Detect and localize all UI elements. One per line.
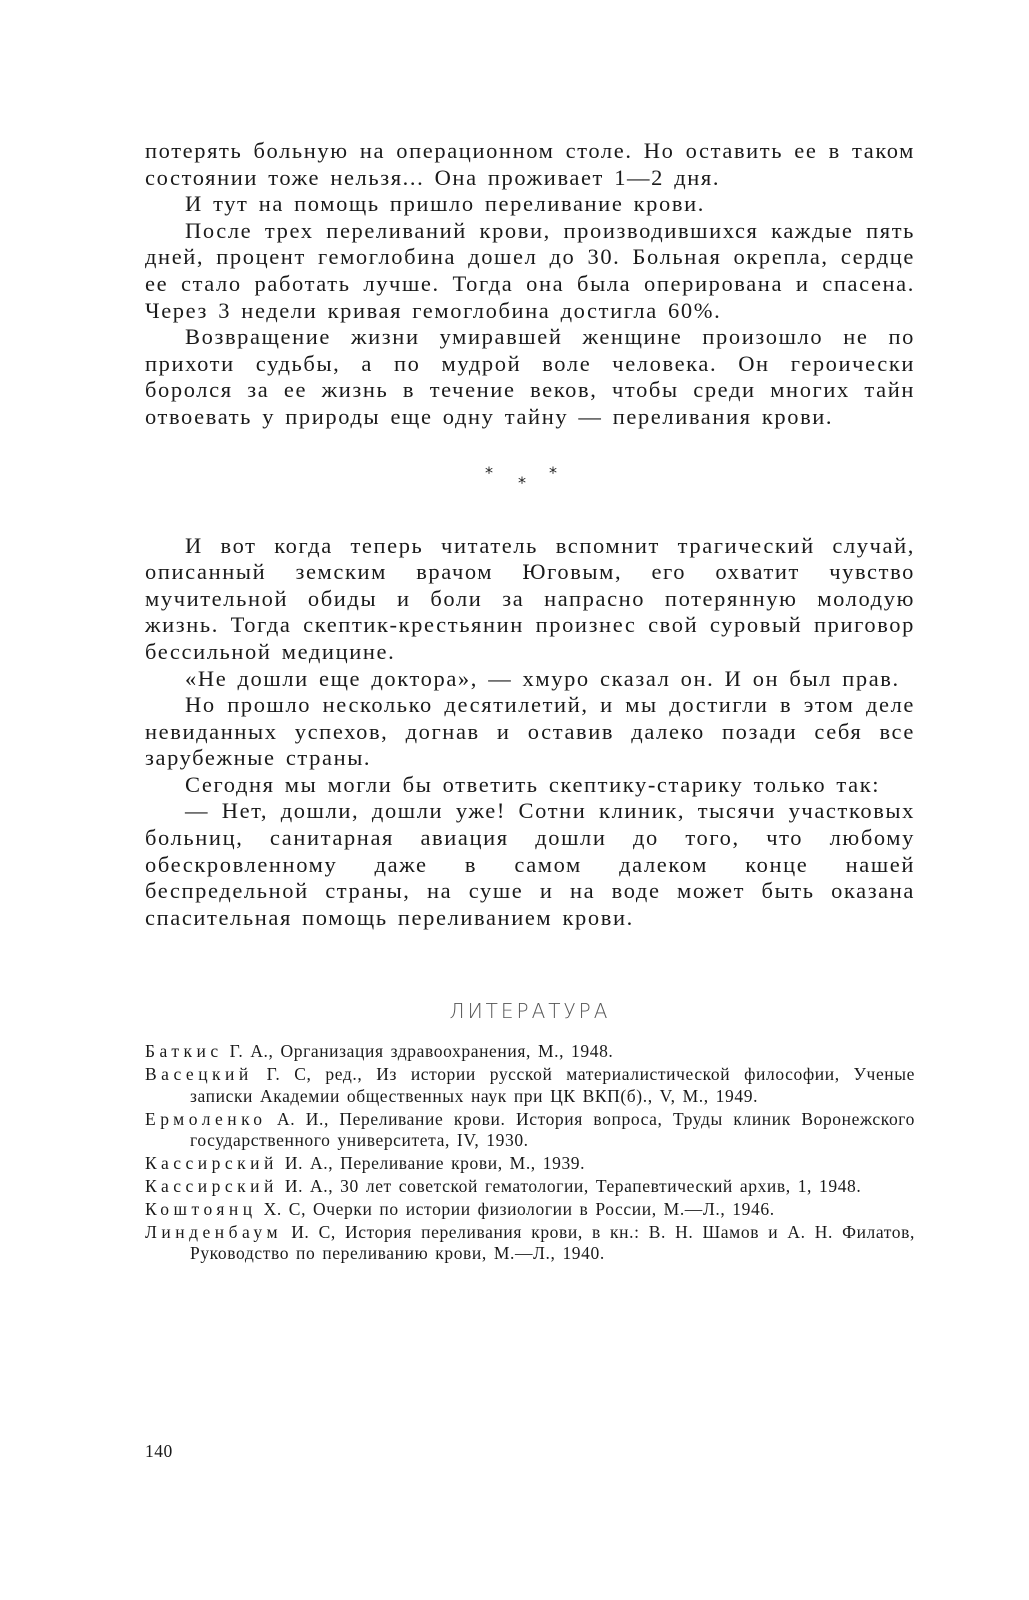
reference-item (145, 1199, 915, 1220)
reference-item (145, 1176, 915, 1197)
asterisk-ornament: * (518, 472, 526, 492)
paragraph: потерять больную на операционном столе. Но оставить ее в таком состоянии тоже нельзя... Она проживает 1—2 дня. (145, 138, 915, 190)
page-body (145, 138, 915, 1266)
reference-text: Г. С, ред., Из истории русской материалистической философии, Ученые записки Академии общественных наук при ЦК ВКП(б)., V, М., 1949. (190, 1064, 915, 1106)
paragraph: И вот когда теперь читатель вспомнит трагический случай, описанный земским врачом Юговым, его охватит чувство мучительной обиды и боли за напрасно потерянную молодую жизнь. Тогда скептик-крестьянин произнес свой суровый приговор бессильной медицине. (145, 532, 915, 664)
paragraph: И тут на помощь пришло переливание крови. (185, 191, 705, 217)
reference-text: А. И., Переливание крови. История вопроса, Труды клиник Воронежского государственного университета, IV, 1930. (190, 1108, 915, 1151)
section-divider (145, 461, 915, 511)
reference-author: Кассирский (145, 1175, 278, 1196)
text-block-bottom (145, 533, 915, 932)
reference-list (145, 1041, 915, 1264)
reference-author: Васецкий (145, 1064, 253, 1085)
reference-text: X. С, Очерки по истории физиологии в России, М.—Л., 1946. (256, 1198, 775, 1219)
paragraph: Сегодня мы могли бы ответить скептику-старику только так: (185, 771, 881, 797)
page-number: 140 (145, 1441, 173, 1461)
reference-author: Линденбаум (145, 1221, 283, 1242)
asterisk-ornament: * (485, 462, 493, 482)
reference-text: Г. А., Организация здравоохранения, М., 1948. (222, 1041, 614, 1062)
paragraph: Возвращение жизни умиравшей женщине произошло не по прихоти судьбы, а по мудрой воле человека. Он героически боролся за ее жизнь в течение веков, чтобы среди многих тайн отвоевать у природы еще одну тайну — переливания крови. (145, 324, 915, 429)
paragraph: — Нет, дошли, дошли уже! Сотни клиник, тысячи участковых больниц, санитарная авиация дошли до того, что любому обескровленному даже в самом далеком конце нашей беспредельной страны, на суше и на воде может быть оказана спасительная помощь переливанием крови. (145, 798, 915, 930)
reference-text: И. А., 30 лет советской гематологии, Терапевтический архив, 1, 1948. (277, 1175, 862, 1196)
reference-author: Баткис (145, 1041, 223, 1062)
reference-item (145, 1041, 915, 1062)
reference-author: Коштоянц (145, 1198, 257, 1219)
paragraph: После трех переливаний крови, производившихся каждые пять дней, процент гемоглобина дошел до 30. Больная окрепла, сердце ее стало работать лучше. Тогда она была оперирована и спасена. Через 3 недели кривая гемоглобина достигла 60%. (145, 217, 915, 323)
asterisk-ornament: * (549, 462, 557, 482)
reference-author: Ермоленко (145, 1108, 267, 1129)
reference-item (145, 1064, 915, 1107)
text-block-top (145, 138, 915, 431)
reference-item (145, 1222, 915, 1265)
reference-item (145, 1109, 915, 1152)
reference-text: И. А., Переливание крови, М., 1939. (277, 1152, 586, 1173)
literature-heading: ЛИТЕРАТУРА (449, 999, 611, 1024)
paragraph: «Не дошли еще доктора», — хмуро сказал он. И он был прав. (185, 665, 900, 691)
reference-text: И. С, История переливания крови, в кн.: В. Н. Шамов и А. Н. Филатов, Руководство по переливанию крови, М.—Л., 1940. (190, 1221, 915, 1264)
paragraph: Но прошло несколько десятилетий, и мы достигли в этом деле невиданных успехов, догнав и оставив далеко позади себя все зарубежные страны. (145, 692, 915, 771)
reference-item (145, 1153, 915, 1174)
reference-author: Кассирский (145, 1152, 278, 1173)
